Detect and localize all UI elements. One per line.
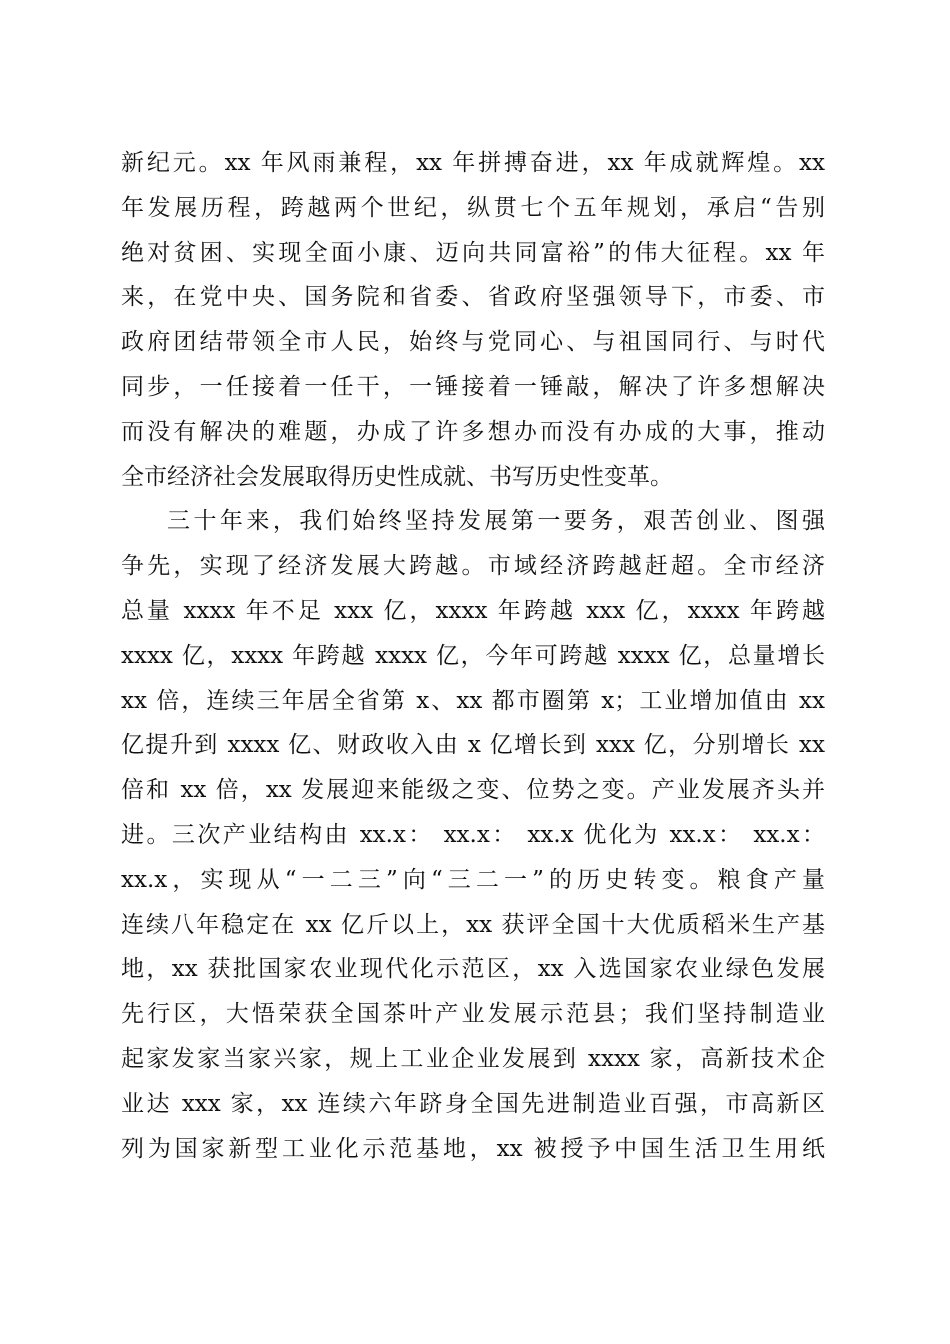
text-line: 连续八年稳定在 xx 亿斤以上，xx 获评全国十大优质稻米生产基 — [121, 911, 825, 938]
text-line: 绝对贫困、实现全面小康、迈向共同富裕”的伟大征程。xx 年 — [121, 239, 825, 266]
text-line: 总量 xxxx 年不足 xxx 亿，xxxx 年跨越 xxx 亿，xxxx 年跨越 — [121, 597, 825, 624]
text-line: 争先，实现了经济发展大跨越。市域经济跨越赶超。全市经济 — [121, 553, 825, 580]
text-line: 政府团结带领全市人民，始终与党同心、与祖国同行、与时代 — [121, 329, 825, 356]
text-line: 同步，一任接着一任干，一锤接着一锤敲，解决了许多想解决 — [121, 373, 825, 400]
text-line: 年发展历程，跨越两个世纪，纵贯七个五年规划，承启“告别 — [121, 194, 825, 221]
text-line: 来，在党中央、国务院和省委、省政府坚强领导下，市委、市 — [121, 284, 825, 311]
text-line: xxxx 亿，xxxx 年跨越 xxxx 亿，今年可跨越 xxxx 亿，总量增长 — [121, 642, 825, 669]
text-line: 三十年来，我们始终坚持发展第一要务，艰苦创业、图强 — [167, 508, 825, 535]
document-body — [121, 141, 825, 1171]
text-line: 新纪元。xx 年风雨兼程，xx 年拼搏奋进，xx 年成就辉煌。xx — [121, 150, 825, 176]
text-line: 业达 xxx 家，xx 连续六年跻身全国先进制造业百强，市高新区 — [121, 1090, 825, 1117]
text-line: 进。三次产业结构由 xx.x： xx.x： xx.x 优化为 xx.x： xx.x： — [121, 821, 825, 848]
text-line: 全市经济社会发展取得历史性成就、书写历史性变革。 — [121, 463, 673, 490]
text-line: 起家发家当家兴家，规上工业企业发展到 xxxx 家，高新技术企 — [121, 1045, 825, 1072]
text-line: xx.x，实现从“一二三”向“三二一”的历史转变。粮食产量 — [121, 866, 825, 893]
text-line: 列为国家新型工业化示范基地，xx 被授予中国生活卫生用纸 — [121, 1135, 825, 1162]
text-line: 地，xx 获批国家农业现代化示范区，xx 入选国家农业绿色发展 — [121, 956, 825, 983]
text-line: 亿提升到 xxxx 亿、财政收入由 x 亿增长到 xxx 亿，分别增长 xx — [121, 732, 825, 759]
text-line: 倍和 xx 倍，xx 发展迎来能级之变、位势之变。产业发展齐头并 — [121, 777, 825, 804]
text-line: xx 倍，连续三年居全省第 x、xx 都市圈第 x；工业增加值由 xx — [121, 687, 825, 714]
text-line: 先行区，大悟荣获全国茶叶产业发展示范县；我们坚持制造业 — [121, 1001, 825, 1028]
paragraph-2 — [121, 499, 825, 1171]
text-line: 而没有解决的难题，办成了许多想办而没有办成的大事，推动 — [121, 418, 825, 445]
paragraph-1 — [121, 141, 825, 499]
